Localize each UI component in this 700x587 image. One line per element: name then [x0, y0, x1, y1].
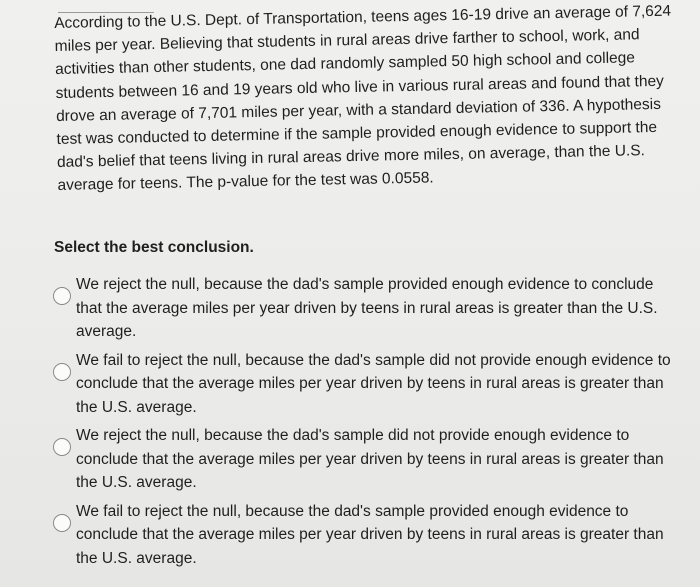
question-text: According to the U.S. Dept. of Transportation, teens ages 16-19 drive an average of 7,624 miles per year. Believing that students in rural areas drive farther to school, work, and activities than other students, one dad randomly sampled 50 high school and college students between 16 and 19 years old who live in various rural areas and found that they drove an average of 7,701 miles per year, with a standard deviation of 336. A hypothesis test was conducted to determine if the sample provided enough evidence to support the dad's belief that teens living in rural areas drive more miles, on average, than the U.S. average for teens. The p-value for the test was 0.0558.: [54, 2, 672, 195]
question-prompt: Select the best conclusion.: [54, 239, 254, 256]
answer-option-2[interactable]: [50, 349, 680, 420]
answer-option-3[interactable]: [50, 424, 680, 495]
answer-options: [50, 273, 680, 570]
radio-button-icon[interactable]: [53, 438, 71, 456]
answer-option-label: We fail to reject the null, because the dad's sample provided enough evidence to conclude that the average miles per year driven by teens in rural areas is greater than the U.S. average.: [76, 502, 664, 567]
answer-option-label: We reject the null, because the dad's sample provided enough evidence to conclude that the average miles per year driven by teens in rural areas is greater than the U.S. average.: [76, 276, 658, 340]
radio-button-icon[interactable]: [53, 514, 71, 532]
answer-option-4[interactable]: [50, 500, 680, 571]
radio-button-icon[interactable]: [53, 363, 71, 381]
answer-option-1[interactable]: [50, 273, 680, 344]
answer-option-label: We fail to reject the null, because the dad's sample did not provide enough evidence to conclude that the average miles per year driven by teens in rural areas is greater than the U.S. average.: [76, 351, 671, 416]
answer-option-label: We reject the null, because the dad's sample did not provide enough evidence to conclude that the average miles per year driven by teens in rural areas is greater than the U.S. average.: [76, 427, 664, 491]
radio-button-icon[interactable]: [53, 287, 71, 305]
